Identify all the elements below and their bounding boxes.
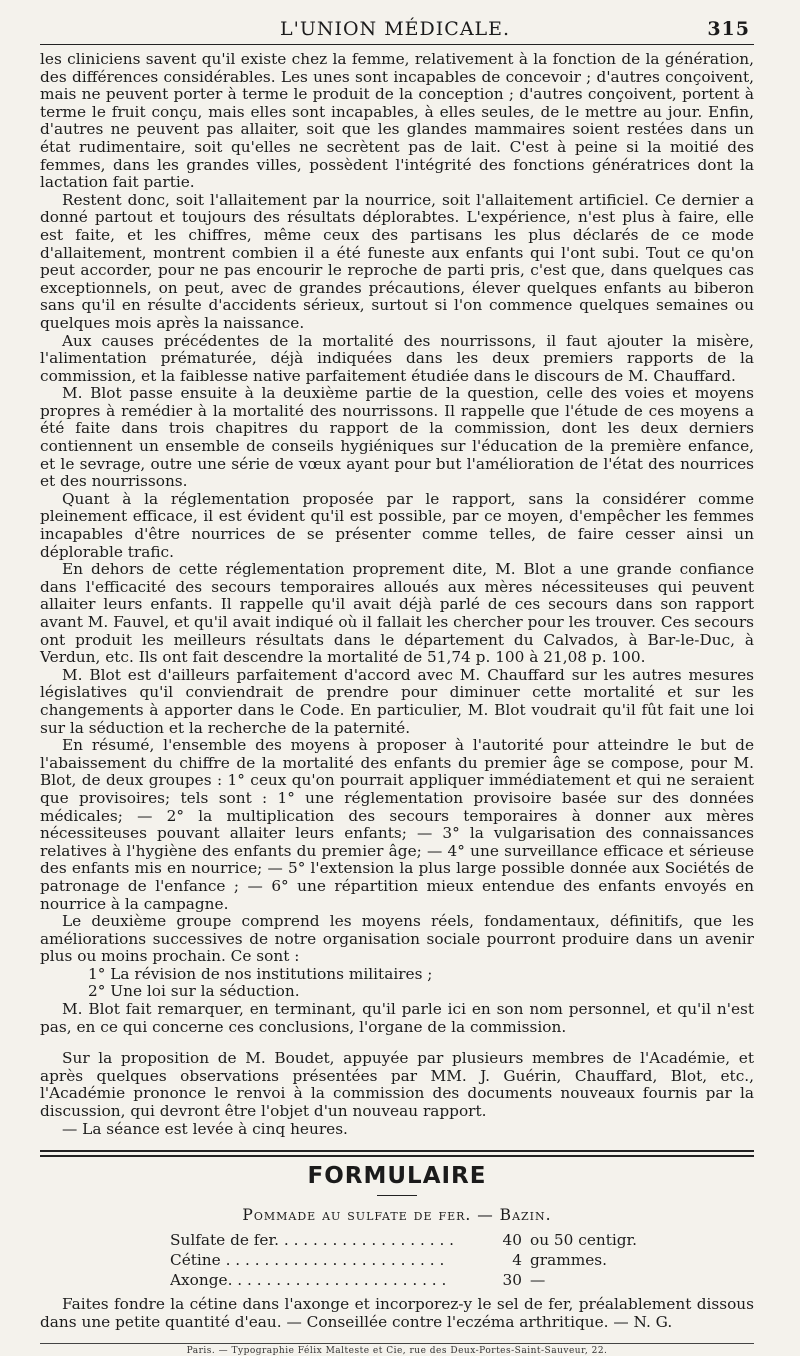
list-item: 1° La révision de nos institutions militaires ; <box>88 964 433 983</box>
footer-rule <box>40 1343 754 1344</box>
running-header <box>40 18 754 40</box>
paragraph: En dehors de cette réglementation proprement dite, M. Blot a une grande confiance dans l'efficacité des secours temporaires alloués aux mères nécessiteuses qui peuvent allaiter leurs enfants. Il rappelle qu'il avait déjà parlé de ces secours dans son rapport avant M. Fauvel, et qu'il avait indiqué où il fallait les chercher pour les trouver. Ces secours ont produit les meilleurs résultats dans le département du Calvados, à Bar-le-Duc, à Verdun, etc. Ils ont fait descendre la mortalité de 51,74 p. 100 à 21,08 p. 100. <box>40 560 754 667</box>
paragraph: M. Blot fait remarquer, en terminant, qu'il parle ici en son nom personnel, et qu'il n'est pas, en ce qui concerne ces conclusions, l'organe de la commission. <box>40 1000 754 1036</box>
ingredient-unit: ou 50 centigr. <box>530 1231 638 1250</box>
paragraph: Quant à la réglementation proposée par le rapport, sans la considérer comme pleinement efficace, il est évident qu'il est possible, par ce moyen, d'empêcher les femmes incapables d'être nourrices de se présenter comme telles, de faire cesser ainsi un déplorable trafic. <box>40 489 754 561</box>
header-rule <box>40 44 754 45</box>
journal-title: L'UNION MÉDICALE. <box>280 18 511 40</box>
page-number: 315 <box>707 18 750 40</box>
printer-footer: Paris. — Typographie Félix Malteste et Cie, rue des Deux-Portes-Saint-Sauveur, 22. <box>186 1346 608 1356</box>
ingredient-unit: — <box>530 1271 546 1290</box>
list-item: 2° Une loi sur la séduction. <box>88 982 300 1001</box>
recipe-instructions: Faites fondre la cétine dans l'axonge et incorporez-y le sel de fer, préalablement dissous dans une petite quantité d'eau. — Conseillée contre l'eczéma arthritique. — N. G. <box>40 1295 754 1331</box>
ingredient-name: Cétine . . . . . . . . . . . . . . . . . . . . . . . <box>170 1251 445 1270</box>
ingredient-unit: grammes. <box>530 1251 607 1270</box>
ingredient-qty: 4 <box>512 1251 522 1270</box>
article-body <box>40 51 754 1138</box>
ingredient-name: Sulfate de fer. . . . . . . . . . . . . . . . . . . <box>170 1231 455 1250</box>
paragraph: Aux causes précédentes de la mortalité des nourrissons, il faut ajouter la misère, l'alimentation prématurée, déjà indiquées dans les deux premiers rapports de la commission, et la faiblesse native parfaitement étudiée dans le discours de M. Chauffard. <box>40 331 754 385</box>
paragraph: En résumé, l'ensemble des moyens à proposer à l'autorité pour atteindre le but de l'abaissement du chiffre de la mortalité des enfants du premier âge se compose, pour M. Blot, de deux groupes : 1° ceux qu'on pourrait appliquer immédiatement et qui ne seraient que provisoires; tels sont : 1° une réglementation provisoire basée sur des données médicales; — 2° la multiplication des secours temporaires à donner aux mères nécessiteuses pouvant allaiter leurs enfants; — 3° la vulgarisation des connaissances relatives à l'hygiène des enfants du premier âge; — 4° une surveillance efficace et sérieuse des enfants mis en nourrice; — 5° l'extension la plus large possible donnée aux Sociétés de patronage de l'enfance ; — 6° une répartition mieux entendue des enfants envoyés en nourrice à la campagne. <box>40 736 754 913</box>
title-rule <box>377 1195 417 1196</box>
ingredient-qty: 40 <box>502 1231 522 1250</box>
paragraph: M. Blot passe ensuite à la deuxième partie de la question, celle des voies et moyens propres à remédier à la mortalité des nourrissons. Il rappelle que l'étude de ces moyens a été faite dans trois chapitres du rapport de la commission, dont les deux derniers contiennent un ensemble de conseils hygiéniques sur l'éducation de la première enfance, et le sevrage, outre une série de vœux ayant pour but l'amélioration de l'état des nourrices et des nourrissons. <box>40 384 754 491</box>
paragraph: Restent donc, soit l'allaitement par la nourrice, soit l'allaitement artificiel. Ce dernier a donné partout et toujours des résultats déplorabtes. L'expérience, n'est plus à faire, elle est faite, et les chiffres, même ceux des partisans les plus déclarés de ce mode d'allaitement, montrent combien il a été funeste aux enfants qui l'ont subi. Tout ce qu'on peut accorder, pour ne pas encourir le reproche de parti pris, c'est que, dans quelques cas exceptionnels, on peut, avec de grandes précautions, élever quelques enfants au biberon sans qu'il en résulte d'accidents sérieux, surtout si l'on commence quelques semaines ou quelques mois après la naissance. <box>40 190 754 332</box>
ingredient-qty: 30 <box>502 1271 522 1290</box>
paragraph: les cliniciens savent qu'il existe chez la femme, relativement à la fonction de la génération, des différences considérables. Les unes sont incapables de concevoir ; d'autres conçoivent, mais ne peuvent porter à terme le produit de la conception ; d'autres conçoivent, portent à terme le fruit conçu, mais elles sont incapables, à elles seules, de le mettre au jour. Enfin, d'autres ne peuvent pas allaiter, soit que les glandes mammaires soient restées dans un état rudimentaire, soit qu'elles ne secrètent pas de lait. C'est à peine si la moitié des femmes, dans les grandes villes, possèdent l'intégrité des fonctions génératrices dont la lactation fait partie. <box>40 50 754 192</box>
section-divider <box>40 1150 754 1157</box>
ingredients-list <box>170 1230 754 1290</box>
ingredient-name: Axonge. . . . . . . . . . . . . . . . . . . . . . . <box>170 1271 447 1290</box>
paragraph: Le deuxième groupe comprend les moyens réels, fondamentaux, définitifs, que les améliorations successives de notre organisation sociale pourront produire dans un avenir plus ou moins prochain. Ce sont : <box>40 912 754 966</box>
recipe-title: Pommade au sulfate de fer. — Bazin. <box>242 1206 552 1225</box>
recipe-instructions-block <box>40 1296 754 1331</box>
section-title: FORMULAIRE <box>307 1163 487 1190</box>
paragraph: M. Blot est d'ailleurs parfaitement d'accord avec M. Chauffard sur les autres mesures législatives qu'il conviendrait de prendre pour diminuer cette mortalité et sur les changements à apporter dans le Code. En particulier, M. Blot voudrait qu'il fût fait une loi sur la séduction et la recherche de la paternité. <box>40 665 754 737</box>
closing-line: — La séance est levée à cinq heures. <box>62 1119 348 1138</box>
paragraph: Sur la proposition de M. Boudet, appuyée par plusieurs membres de l'Académie, et après quelques observations présentées par MM. J. Guérin, Chauffard, Blot, etc., l'Académie prononce le renvoi à la commission des documents nouveaux fournis par la discussion, qui devront être l'objet d'un nouveau rapport. <box>40 1049 754 1121</box>
